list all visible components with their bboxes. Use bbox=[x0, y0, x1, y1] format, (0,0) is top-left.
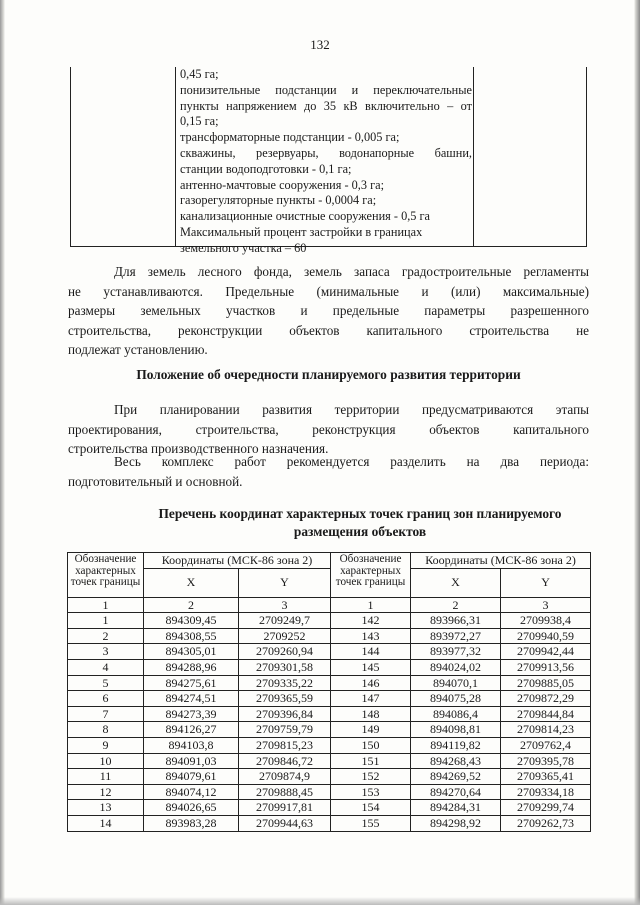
y-value: 2709872,29 bbox=[501, 691, 591, 707]
point-number: 6 bbox=[68, 691, 144, 707]
y-value: 2709846,72 bbox=[239, 753, 331, 769]
y-value: 2709335,22 bbox=[239, 675, 331, 691]
continuation-table bbox=[70, 67, 587, 255]
text-line: проектирования, строительства, реконструкция объектов капитального bbox=[68, 421, 589, 437]
table-title-line: размещения объектов bbox=[293, 523, 427, 539]
planning-paragraph bbox=[68, 400, 589, 459]
section-heading: Положение об очередности планируемого развития территории bbox=[136, 367, 521, 382]
x-value: 894275,61 bbox=[144, 675, 239, 691]
point-number: 2 bbox=[68, 628, 144, 644]
x-value: 894074,12 bbox=[144, 784, 239, 800]
table-row bbox=[68, 722, 591, 738]
x-value: 894119,82 bbox=[411, 737, 501, 753]
forest-paragraph bbox=[68, 262, 589, 360]
y-value: 2709815,23 bbox=[239, 737, 331, 753]
table-row bbox=[68, 769, 591, 785]
complex-paragraph bbox=[68, 452, 589, 491]
y-value: 2709395,78 bbox=[501, 753, 591, 769]
text-line: земельного участка – 60 bbox=[180, 240, 307, 255]
y-value: 2709814,23 bbox=[501, 722, 591, 738]
x-value: 893972,27 bbox=[411, 628, 501, 644]
point-number: 145 bbox=[331, 659, 411, 675]
point-number: 11 bbox=[68, 769, 144, 785]
point-number: 147 bbox=[331, 691, 411, 707]
y-value: 2709299,74 bbox=[501, 800, 591, 816]
table-row bbox=[68, 706, 591, 722]
x-value: 894269,52 bbox=[411, 769, 501, 785]
text-line: При планировании развития территории предусматриваются этапы bbox=[114, 402, 589, 417]
x-value: 894309,45 bbox=[144, 613, 239, 629]
column-number: 2 bbox=[144, 597, 239, 613]
x-value: 894308,55 bbox=[144, 628, 239, 644]
x-value: 893983,28 bbox=[144, 815, 239, 831]
point-number: 151 bbox=[331, 753, 411, 769]
table-column-divider bbox=[175, 67, 176, 246]
point-number: 155 bbox=[331, 815, 411, 831]
column-number: 3 bbox=[501, 597, 591, 613]
point-number: 7 bbox=[68, 706, 144, 722]
text-line: размеры земельных участков и предельные параметры разрешенного bbox=[68, 303, 589, 318]
x-value: 893977,32 bbox=[411, 644, 501, 660]
text-line: скважины, резервуары, водонапорные башни, bbox=[180, 145, 472, 160]
text-line: Для земель лесного фонда, земель запаса градостроительные регламенты bbox=[114, 264, 589, 279]
x-value: 894268,43 bbox=[411, 753, 501, 769]
x-header: X bbox=[411, 568, 501, 597]
column-number: 3 bbox=[239, 597, 331, 613]
column-number: 1 bbox=[68, 597, 144, 613]
x-value: 894298,92 bbox=[411, 815, 501, 831]
x-value: 894288,96 bbox=[144, 659, 239, 675]
scan-edge-left bbox=[0, 0, 5, 905]
coord-header: Координаты (МСК-86 зона 2) bbox=[411, 553, 591, 569]
text-line: антенно-мачтовые сооружения - 0,3 га; bbox=[180, 177, 385, 192]
x-value: 894086,4 bbox=[411, 706, 501, 722]
point-number: 154 bbox=[331, 800, 411, 816]
text-line: строительства производственного назначения. bbox=[68, 441, 329, 456]
stub-header: Обозначение характерных точек границы bbox=[68, 553, 144, 598]
text-line: трансформаторные подстанции - 0,005 га; bbox=[180, 130, 400, 145]
y-value: 2709917,81 bbox=[239, 800, 331, 816]
x-value: 894274,51 bbox=[144, 691, 239, 707]
point-number: 14 bbox=[68, 815, 144, 831]
point-number: 12 bbox=[68, 784, 144, 800]
y-value: 2709844,84 bbox=[501, 706, 591, 722]
y-value: 2709365,41 bbox=[501, 769, 591, 785]
point-number: 1 bbox=[68, 613, 144, 629]
x-value: 894026,65 bbox=[144, 800, 239, 816]
coordinates-table-body bbox=[68, 613, 591, 831]
table-row bbox=[68, 613, 591, 629]
y-value: 2709365,59 bbox=[239, 691, 331, 707]
column-number-row bbox=[68, 597, 591, 613]
point-number: 143 bbox=[331, 628, 411, 644]
table-row bbox=[68, 800, 591, 816]
y-value: 2709885,05 bbox=[501, 675, 591, 691]
point-number: 4 bbox=[68, 659, 144, 675]
y-value: 2709938,4 bbox=[501, 613, 591, 629]
point-number: 148 bbox=[331, 706, 411, 722]
point-number: 5 bbox=[68, 675, 144, 691]
point-number: 150 bbox=[331, 737, 411, 753]
x-value: 894091,03 bbox=[144, 753, 239, 769]
point-number: 149 bbox=[331, 722, 411, 738]
x-value: 894103,8 bbox=[144, 737, 239, 753]
text-line: не устанавливаются. Предельные (минимальные и (или) максимальные) bbox=[68, 283, 589, 299]
y-value: 2709888,45 bbox=[239, 784, 331, 800]
y-value: 2709249,7 bbox=[239, 613, 331, 629]
y-value: 2709260,94 bbox=[239, 644, 331, 660]
y-header: Y bbox=[501, 568, 591, 597]
text-line: станции водоподготовки - 0,1 га; bbox=[180, 161, 352, 176]
x-header: X bbox=[144, 568, 239, 597]
y-value: 2709396,84 bbox=[239, 706, 331, 722]
x-value: 894284,31 bbox=[411, 800, 501, 816]
table-title bbox=[100, 505, 620, 540]
table-row bbox=[68, 737, 591, 753]
x-value: 894126,27 bbox=[144, 722, 239, 738]
point-number: 8 bbox=[68, 722, 144, 738]
point-number: 153 bbox=[331, 784, 411, 800]
text-line: понизительные подстанции и переключательные bbox=[180, 82, 472, 97]
table-row bbox=[68, 628, 591, 644]
y-value: 2709913,56 bbox=[501, 659, 591, 675]
point-number: 13 bbox=[68, 800, 144, 816]
text-line: канализационные очистные сооружения - 0,5 га bbox=[180, 209, 431, 224]
y-header: Y bbox=[239, 568, 331, 597]
x-value: 894098,81 bbox=[411, 722, 501, 738]
table-row bbox=[68, 644, 591, 660]
x-value: 894305,01 bbox=[144, 644, 239, 660]
table-column-divider bbox=[473, 67, 474, 246]
point-number: 146 bbox=[331, 675, 411, 691]
scan-edge-bottom bbox=[0, 897, 640, 905]
table-row bbox=[68, 691, 591, 707]
column-number: 1 bbox=[331, 597, 411, 613]
point-number: 144 bbox=[331, 644, 411, 660]
text-line: газорегуляторные пункты - 0,0004 га; bbox=[180, 193, 377, 208]
scan-edge-right bbox=[634, 0, 640, 905]
y-value: 2709262,73 bbox=[501, 815, 591, 831]
table-row bbox=[68, 815, 591, 831]
point-number: 152 bbox=[331, 769, 411, 785]
x-value: 894070,1 bbox=[411, 675, 501, 691]
x-value: 894075,28 bbox=[411, 691, 501, 707]
table-row bbox=[68, 784, 591, 800]
x-value: 894273,39 bbox=[144, 706, 239, 722]
text-line: Максимальный процент застройки в границах bbox=[180, 224, 423, 239]
text-line: Весь комплекс работ рекомендуется разделить на два периода: bbox=[114, 454, 589, 469]
point-number: 10 bbox=[68, 753, 144, 769]
table-row bbox=[68, 753, 591, 769]
text-line: подлежат установлению. bbox=[68, 342, 208, 357]
text-line: 0,15 га; bbox=[180, 114, 219, 129]
point-number: 9 bbox=[68, 737, 144, 753]
y-value: 2709252 bbox=[239, 628, 331, 644]
text-line: пункты напряжением до 35 кВ включительно – от bbox=[180, 98, 472, 113]
x-value: 894270,64 bbox=[411, 784, 501, 800]
text-line: подготовительный и основной. bbox=[68, 473, 243, 489]
x-value: 894079,61 bbox=[144, 769, 239, 785]
y-value: 2709762,4 bbox=[501, 737, 591, 753]
point-number: 142 bbox=[331, 613, 411, 629]
y-value: 2709944,63 bbox=[239, 815, 331, 831]
coord-header: Координаты (МСК-86 зона 2) bbox=[144, 553, 331, 569]
y-value: 2709759,79 bbox=[239, 722, 331, 738]
table-row bbox=[68, 659, 591, 675]
table-row bbox=[68, 675, 591, 691]
text-line: 0,45 га; bbox=[180, 67, 219, 81]
column-number: 2 bbox=[411, 597, 501, 613]
y-value: 2709301,58 bbox=[239, 659, 331, 675]
y-value: 2709940,59 bbox=[501, 628, 591, 644]
coordinates-table bbox=[67, 552, 591, 832]
y-value: 2709334,18 bbox=[501, 784, 591, 800]
table-title-line: Перечень координат характерных точек границ зон планируемого bbox=[158, 506, 562, 521]
text-line: строительства, реконструкции объектов капитального строительства не bbox=[68, 322, 589, 338]
page-number: 132 bbox=[310, 37, 330, 52]
continuation-cell-text bbox=[180, 67, 472, 257]
stub-header: Обозначение характерных точек границы bbox=[331, 553, 411, 598]
x-value: 894024,02 bbox=[411, 659, 501, 675]
y-value: 2709942,44 bbox=[501, 644, 591, 660]
x-value: 893966,31 bbox=[411, 613, 501, 629]
point-number: 3 bbox=[68, 644, 144, 660]
y-value: 2709874,9 bbox=[239, 769, 331, 785]
